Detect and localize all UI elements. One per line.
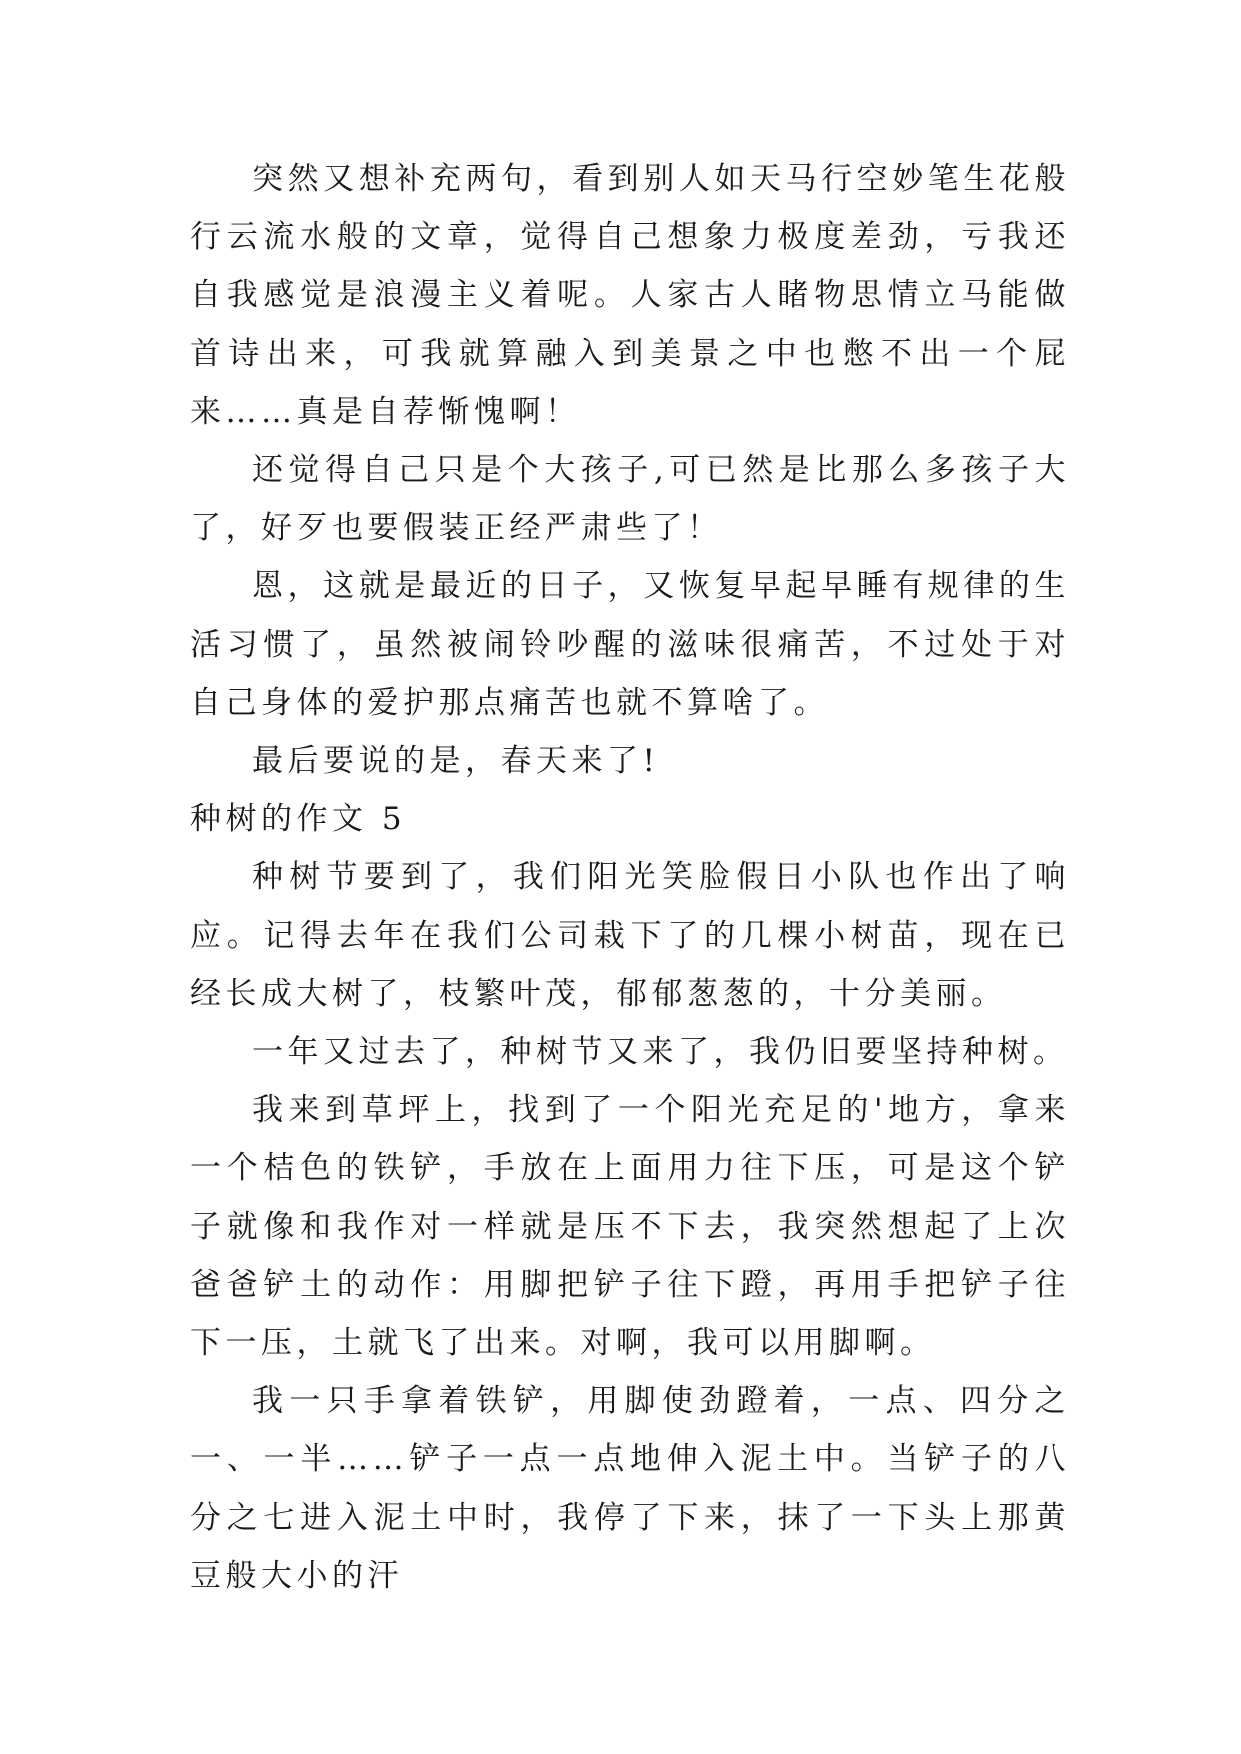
paragraph: 恩，这就是最近的日子，又恢复早起早睡有规律的生活习惯了，虽然被闹铃吵醒的滋味很痛苦，不过处于对自己身体的爱护那点痛苦也就不算啥了。 xyxy=(190,568,1070,721)
section-title: 种树的作文 5 xyxy=(190,801,407,838)
paragraph: 种树节要到了，我们阳光笑脸假日小队也作出了响应。记得去年在我们公司栽下了的几棵小树苗，现在已经长成大树了，枝繁叶茂，郁郁葱葱的，十分美丽。 xyxy=(190,859,1070,1012)
paragraph: 还觉得自己只是个大孩子,可已然是比那么多孩子大了，好歹也要假装正经严肃些了！ xyxy=(190,452,1070,547)
paragraph: 一年又过去了，种树节又来了，我仍旧要坚持种树。 xyxy=(252,1034,1069,1071)
paragraph: 突然又想补充两句，看到别人如天马行空妙笔生花般行云流水般的文章，觉得自己想象力极度差劲，亏我还自我感觉是浪漫主义着呢。人家古人睹物思情立马能做首诗出来，可我就算融入到美景之中也憋不出一个屁来……真是自荐惭愧啊！ xyxy=(190,161,1070,430)
paragraph: 我来到草坪上，找到了一个阳光充足的'地方，拿来一个桔色的铁铲，手放在上面用力往下压，可是这个铲子就像和我作对一样就是压不下去，我突然想起了上次爸爸铲土的动作：用脚把铲子往下蹬，再用手把铲子往下一压，土就飞了出来。对啊，我可以用脚啊。 xyxy=(190,1092,1070,1362)
document-body xyxy=(190,150,1070,1605)
paragraph: 我一只手拿着铁铲，用脚使劲蹬着，一点、四分之一、一半……铲子一点一点地伸入泥土中。当铲子的八分之七进入泥土中时，我停了下来，抹了一下头上那黄豆般大小的汗 xyxy=(190,1383,1070,1594)
paragraph: 最后要说的是，春天来了! xyxy=(252,743,660,780)
